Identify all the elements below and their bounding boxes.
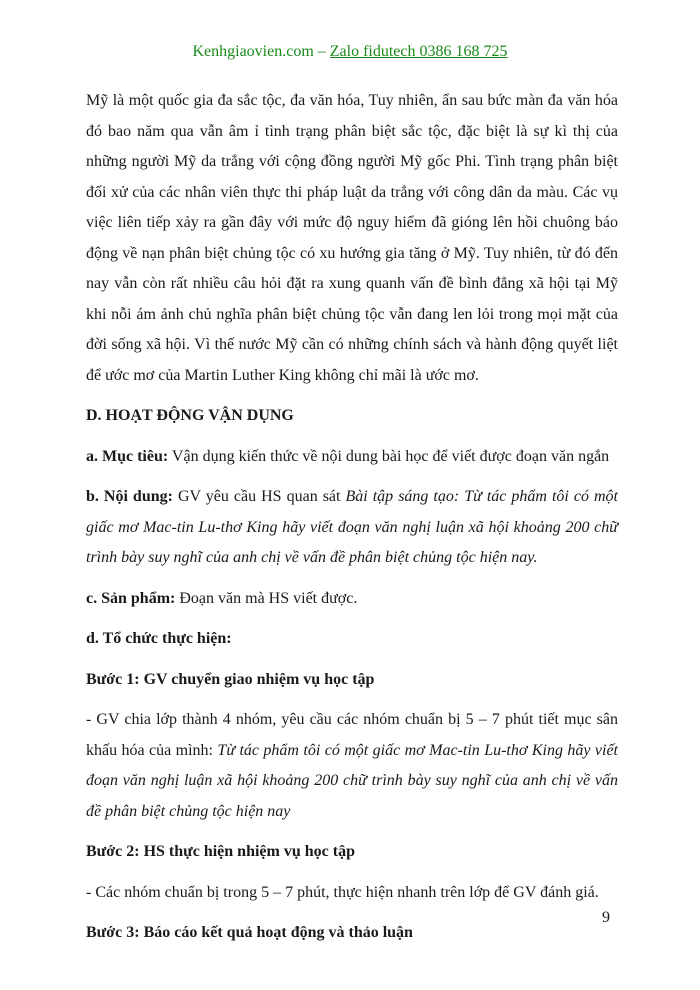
noi-dung-line xyxy=(86,482,618,574)
section-heading: D. HOẠT ĐỘNG VẬN DỤNG xyxy=(86,407,294,424)
buoc2-text: - Các nhóm chuẩn bị trong 5 – 7 phút, thực hiện nhanh trên lớp để GV đánh giá. xyxy=(86,883,599,901)
muc-tieu-text: Vận dụng kiến thức về nội dung bài học để viết được đoạn văn ngắn xyxy=(168,447,610,465)
buoc1-text: - GV chia lớp thành 4 nhóm, yêu cầu các nhóm chuẩn bị 5 – 7 phút tiết mục sân khấu hóa của mình: Từ tác phẩm tôi có một giấc mơ Mac-tin Lu-thơ King hãy viết đoạn văn nghị luận xã hội khoảng 200 chữ trình bày suy nghĩ của anh chị về vấn đề phân biệt chủng tộc hiện nay xyxy=(86,711,618,820)
buoc2-heading: Bước 2: HS thực hiện nhiệm vụ học tập xyxy=(86,843,355,860)
buoc3-heading: Bước 3: Báo cáo kết quả hoạt động và thảo luận xyxy=(86,924,413,941)
contact-link[interactable]: Zalo fidutech 0386 168 725 xyxy=(329,43,508,60)
page-number: 9 xyxy=(602,909,610,926)
page-header xyxy=(0,43,700,61)
san-pham-label: c. Sản phẩm: xyxy=(86,589,176,607)
muc-tieu-line xyxy=(86,442,618,473)
to-chuc-heading: d. Tổ chức thực hiện: xyxy=(86,630,232,647)
noi-dung-label: b. Nội dung: xyxy=(86,488,173,505)
noi-dung-text: GV yêu cầu HS quan sát xyxy=(172,488,346,505)
san-pham-line xyxy=(86,584,618,615)
noi-dung-italic: Bài tập sáng tạo: Từ tác phẩm tôi có một giấc mơ Mac-tin Lu-thơ King hãy viết đoạn văn nghị luận xã hội khoảng 200 chữ trình bày suy nghĩ của anh chị về vấn đề phân biệt chủng tộc hiện nay. xyxy=(86,488,619,566)
document-body xyxy=(86,86,618,949)
muc-tieu-label: a. Mục tiêu: xyxy=(86,447,169,465)
site-name[interactable]: Kenhgiaovien.com xyxy=(192,43,314,60)
buoc1-heading: Bước 1: GV chuyển giao nhiệm vụ học tập xyxy=(86,670,375,688)
san-pham-text: Đoạn văn mà HS viết được. xyxy=(175,589,358,607)
header-separator: – xyxy=(313,43,330,60)
buoc1-italic: Từ tác phẩm tôi có một giấc mơ Mac-tin Lu-thơ King hãy viết đoạn văn nghị luận xã hội khoảng 200 chữ trình bày suy nghĩ của anh chị về vấn đề phân biệt chủng tộc hiện nay xyxy=(86,741,618,820)
intro-paragraph: Mỹ là một quốc gia đa sắc tộc, đa văn hóa, Tuy nhiên, ẩn sau bức màn đa văn hóa đó bao năm qua vẫn âm ỉ tình trạng phân biệt sắc tộc, đặc biệt là sự kì thị của những người Mỹ da trắng với cộng đồng người Mỹ gốc Phi. Tình trạng phân biệt đối xử của các nhân viên thực thi pháp luật da trắng với công dân da màu. Các vụ việc liên tiếp xảy ra gần đây với mức độ nguy hiểm đã gióng lên hồi chuông báo động về nạn phân biệt chủng tộc có xu hướng gia tăng ở Mỹ. Tuy nhiên, từ đó đến nay vẫn còn rất nhiều câu hỏi đặt ra xung quanh vấn đề bình đẳng xã hội tại Mỹ khi nỗi ám ảnh chủ nghĩa phân biệt chủng tộc vẫn đang len lỏi trong mọi mặt của đời sống xã hội. Vì thế nước Mỹ cần có những chính sách và hành động quyết liệt để ước mơ của Martin Luther King không chỉ mãi là ước mơ. xyxy=(86,92,618,384)
